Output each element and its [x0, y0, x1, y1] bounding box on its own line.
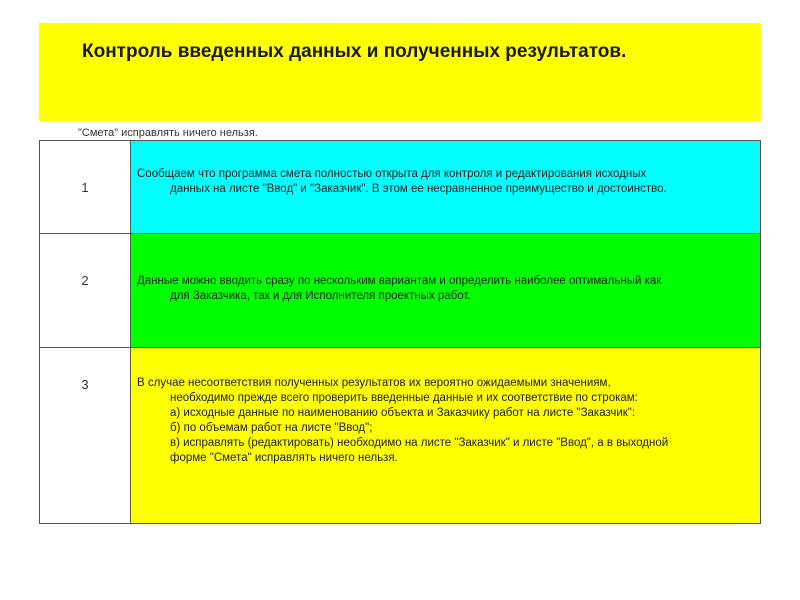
overflow-text: "Смета" исправлять ничего нельзя. — [78, 127, 258, 139]
text-line: данных на листе "Ввод" и "Заказчик". В этом ее несравненное преимущество и достоинство. — [170, 183, 667, 195]
title-band — [39, 23, 761, 121]
row-text-cell — [131, 348, 761, 524]
row-number-cell — [40, 141, 131, 234]
text-line: необходимо прежде всего проверить введенные данные и их соответствие по строкам: — [170, 392, 638, 404]
row-number: 1 — [81, 180, 89, 195]
slide-title: Контроль введенных данных и полученных результатов. — [82, 41, 627, 62]
table-row — [40, 348, 761, 524]
row-text — [131, 376, 760, 466]
table-row — [40, 141, 761, 234]
content-table — [39, 140, 761, 524]
row-number: 2 — [81, 273, 89, 288]
text-line: Данные можно вводить сразу по нескольким вариантам и определить наиболее оптимальный как — [137, 275, 662, 287]
text-line: В случае несоответствия полученных результатов их вероятно ожидаемыми значениям, — [137, 377, 611, 389]
text-line: Сообщаем что программа смета полностью открыта для контроля и редактирования исходных — [137, 168, 647, 180]
text-line: в) исправлять (редактировать) необходимо на листе "Заказчик" и листе "Ввод", а в выходной — [170, 437, 669, 449]
row-text — [131, 167, 760, 197]
text-line: для Заказчика, так и для Исполнителя проектных работ. — [170, 290, 471, 302]
text-line: форме "Смета" исправлять ничего нельзя. — [170, 452, 398, 464]
text-line: а) исходные данные по наименованию объекта и Заказчику работ на листе "Заказчик": — [170, 407, 636, 419]
row-text-cell — [131, 141, 761, 234]
row-number-cell — [40, 348, 131, 524]
row-text-cell — [131, 234, 761, 348]
row-number: 3 — [81, 377, 89, 392]
text-line: б) по объемам работ на листе "Ввод"; — [170, 422, 373, 434]
row-number-cell — [40, 234, 131, 348]
row-text — [131, 274, 760, 304]
table-row — [40, 234, 761, 348]
